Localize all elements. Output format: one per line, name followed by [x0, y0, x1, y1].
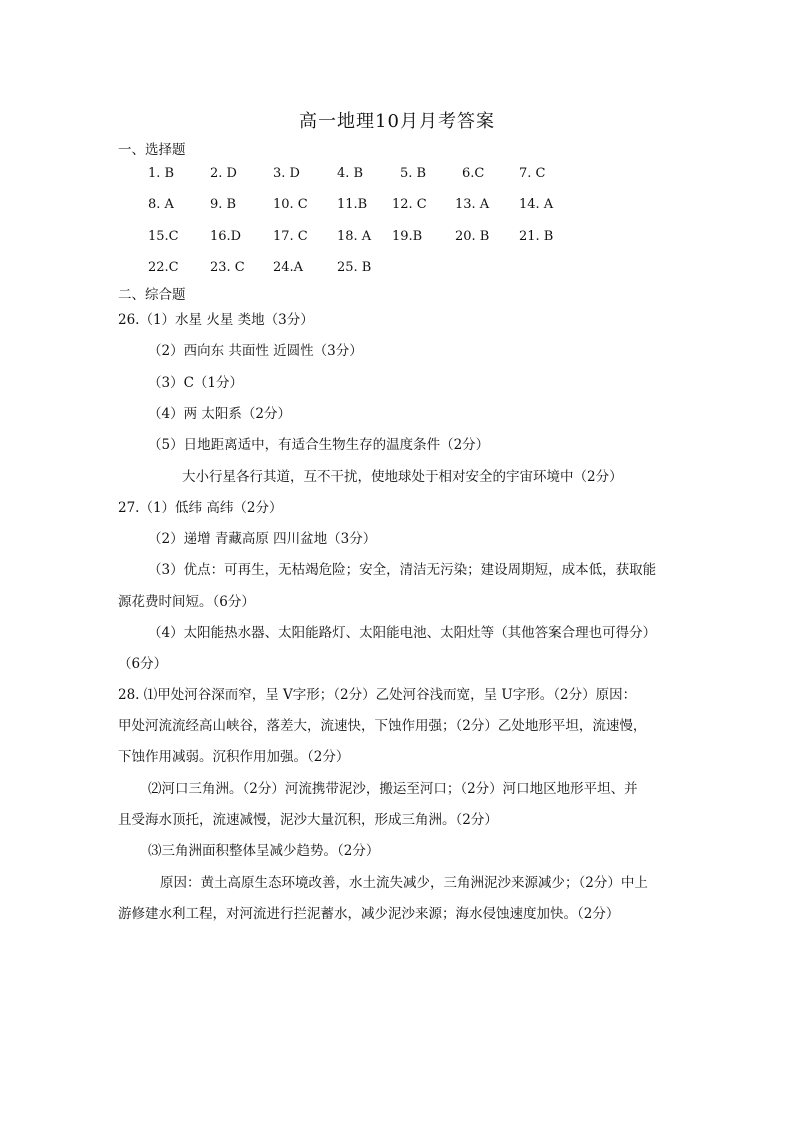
answer-item: 18. A — [337, 229, 372, 244]
answer-item: 24.A — [273, 260, 304, 275]
section-heading-comprehensive: 二、综合题 — [118, 287, 186, 303]
answer-item: 19.B — [392, 229, 423, 244]
answer-item: 9. B — [210, 197, 237, 212]
q27-part4-cont: （6分） — [118, 656, 168, 672]
answer-item: 12. C — [392, 197, 427, 212]
q28-part3-reason-cont: 游修建水利工程，对河流进行拦泥蓄水，减少泥沙来源；海水侵蚀速度加快。（2分） — [118, 906, 620, 922]
answer-item: 15.C — [148, 229, 179, 244]
section-heading-multiple-choice: 一、选择题 — [118, 142, 186, 158]
answer-item: 11.B — [337, 197, 368, 212]
answer-item: 17. C — [273, 229, 308, 244]
q27-part3-cont: 源花费时间短。（6分） — [118, 594, 255, 610]
q26-part5-cont: 大小行星各行其道，互不干扰，使地球处于相对安全的宇宙环境中（2分） — [182, 469, 623, 485]
q26-part1: 26.（1）水星 火星 类地（3分） — [118, 312, 314, 328]
answer-item: 13. A — [455, 197, 490, 212]
q28-part2: ⑵河口三角洲。（2分）河流携带泥沙，搬运至河口；（2分）河口地区地形平坦、并 — [148, 781, 638, 797]
answer-item: 7. C — [519, 166, 546, 181]
q28-part3: ⑶三角洲面积整体呈减少趋势。（2分） — [148, 843, 380, 859]
answer-item: 3. D — [273, 166, 300, 181]
q28-part3-reason: 原因：黄土高原生态环境改善，水土流失减少，三角洲泥沙来源减少；（2分）中上 — [160, 875, 648, 891]
q27-part2: （2）递增 青藏高原 四川盆地（3分） — [148, 531, 377, 547]
answer-item: 21. B — [519, 229, 554, 244]
answer-item: 1. B — [148, 166, 175, 181]
answer-item: 8. A — [148, 197, 174, 212]
answer-item: 16.D — [210, 229, 242, 244]
q26-part3: （3）C（1分） — [148, 375, 244, 391]
answer-item: 4. B — [337, 166, 364, 181]
q28-part1: 28. ⑴甲处河谷深而窄，呈 V字形；（2分）乙处河谷浅而宽，呈 U字形。（2分）原因： — [118, 687, 637, 703]
q27-part4: （4）太阳能热水器、太阳能路灯、太阳能电池、太阳灶等（其他答案合理也可得分） — [148, 625, 657, 641]
q28-part1-cont: 甲处河流流经高山峡谷，落差大，流速快，下蚀作用强；（2分）乙处地形平坦，流速慢， — [118, 718, 647, 734]
answer-item: 25. B — [337, 260, 372, 275]
q26-part2: （2）西向东 共面性 近圆性（3分） — [148, 343, 363, 359]
q28-part2-cont: 且受海水顶托，流速减慢，泥沙大量沉积，形成三角洲。（2分） — [118, 812, 498, 828]
q27-part3: （3）优点：可再生，无枯竭危险；安全，清洁无污染；建设周期短，成本低，获取能 — [148, 562, 657, 578]
answer-item: 2. D — [210, 166, 237, 181]
q26-part5: （5）日地距离适中，有适合生物生存的温度条件（2分） — [148, 437, 490, 453]
answer-item: 6.C — [462, 166, 485, 181]
document-title: 高一地理10月月考答案 — [299, 111, 495, 132]
q28-part1-cont2: 下蚀作用减弱。沉积作用加强。（2分） — [118, 749, 350, 765]
answer-item: 22.C — [148, 260, 179, 275]
q27-part1: 27.（1）低纬 高纬（2分） — [118, 500, 283, 516]
answer-item: 14. A — [519, 197, 554, 212]
answer-item: 10. C — [273, 197, 308, 212]
answer-item: 23. C — [210, 260, 245, 275]
q26-part4: （4）两 太阳系（2分） — [148, 406, 291, 422]
answer-item: 20. B — [455, 229, 490, 244]
answer-item: 5. B — [400, 166, 427, 181]
